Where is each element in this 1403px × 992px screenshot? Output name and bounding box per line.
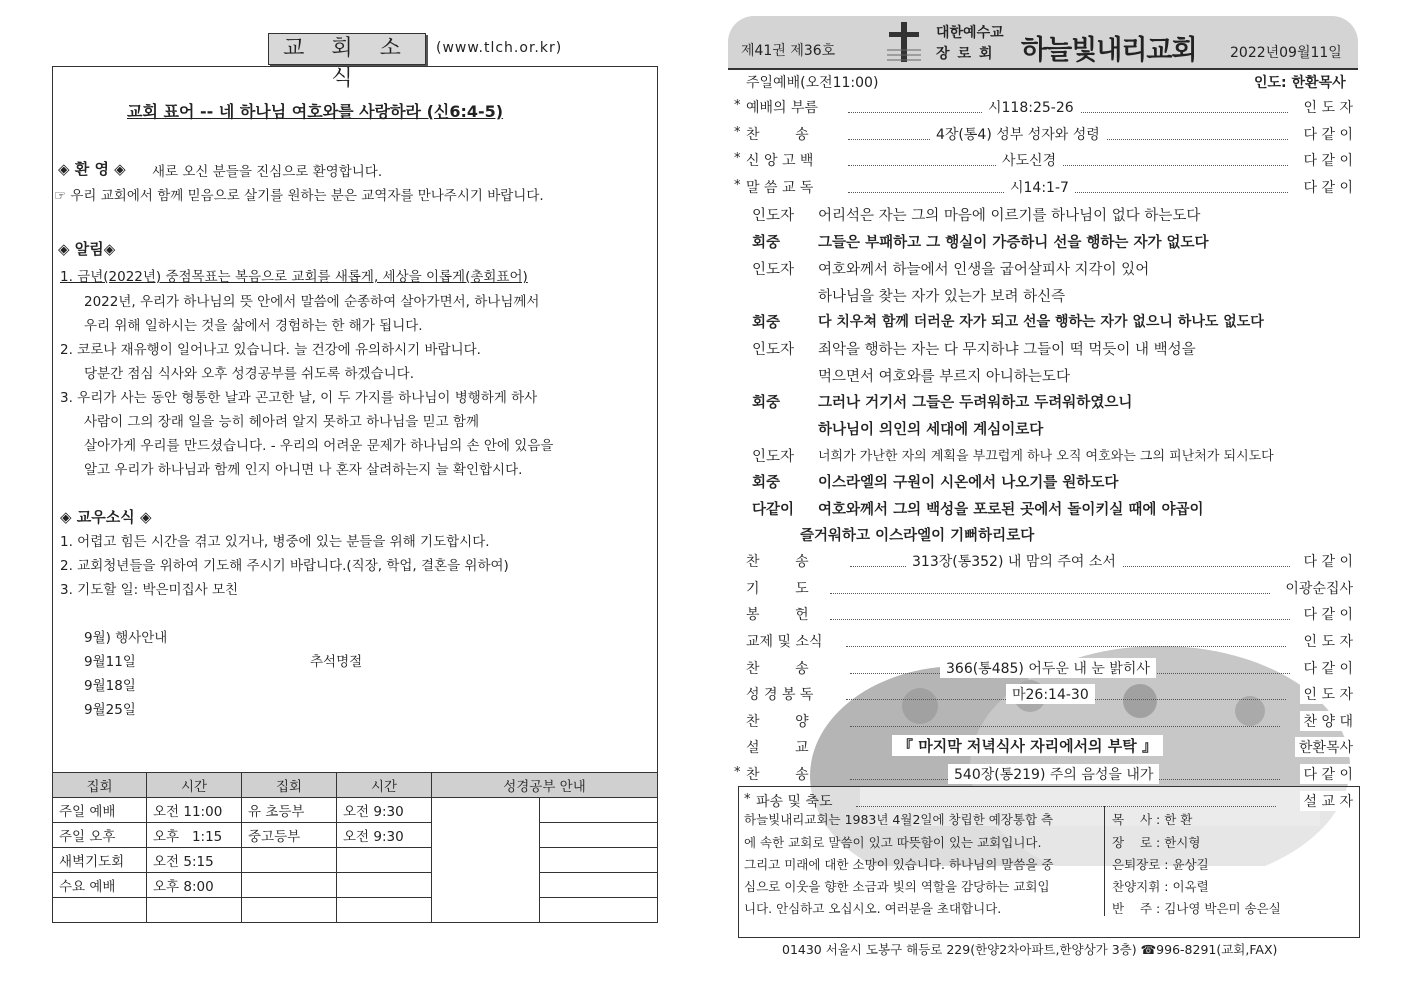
- order-detail: 540장(통219) 주의 음성을 내가: [948, 764, 1159, 784]
- table-cell: 수요 예배: [53, 873, 147, 898]
- order-detail: 시118:25-26: [982, 97, 1080, 117]
- order-label: 찬 송: [746, 127, 809, 143]
- reading-line: 하나님이 의인의 세대에 계심이로다: [818, 422, 1044, 438]
- reading-role: 회중: [752, 475, 781, 491]
- table-cell: [147, 898, 242, 923]
- order-detail: 사도신경: [996, 150, 1062, 170]
- notices-heading: ◈ 알림◈: [58, 240, 116, 258]
- schedule-header: 집회: [242, 773, 337, 798]
- intro-divider: [1104, 806, 1105, 916]
- order-star: *: [744, 792, 751, 807]
- table-row: [53, 823, 658, 848]
- reading-line: 여호와께서 그의 백성을 포로된 곳에서 돌이키실 때에 야곱이: [818, 502, 1204, 518]
- order-label: 성 경 봉 독: [746, 687, 814, 703]
- bible-study-cell: [540, 873, 658, 898]
- reading-role: 회중: [752, 315, 781, 331]
- table-cell: [337, 873, 432, 898]
- news-title: 교 회 소 식: [268, 33, 426, 65]
- order-star: *: [734, 151, 741, 166]
- reading-line: 즐거워하고 이스라엘이 기뻐하리로다: [800, 528, 1035, 544]
- order-label: 교제 및 소식: [746, 634, 823, 650]
- reading-line: 이스라엘의 구원이 시온에서 나오기를 원하도다: [818, 475, 1119, 491]
- notice-line: 당분간 점심 식사와 오후 성경공부를 쉬도록 하겠습니다.: [84, 366, 414, 382]
- table-cell: [337, 848, 432, 873]
- order-label: 설 교: [746, 740, 809, 756]
- table-cell: 오후 8:00: [147, 873, 242, 898]
- reading-line: 다 치우쳐 함께 더러운 자가 되고 선을 행하는 자가 없으니 하나도 없도다: [818, 314, 1264, 330]
- church-motto: 교회 표어 -- 네 하나님 여호와를 사랑하라 (신6:4-5): [127, 102, 504, 121]
- bible-study-cell: [540, 798, 658, 823]
- notice-line: 알고 우리가 하나님과 함께 인지 아니면 나 혼자 살려하는지 늘 확인합시다.: [84, 462, 523, 478]
- denomination-line-2: 장로회: [936, 46, 1001, 62]
- dotted-leader: [848, 165, 1288, 166]
- schedule-header: 시간: [147, 773, 242, 798]
- order-person: 다 같 이: [1300, 604, 1353, 624]
- publication-date: 2022년09월11일: [1230, 45, 1342, 61]
- church-name: 하늘빛내리교회: [1021, 35, 1197, 66]
- dotted-leader: [830, 593, 1270, 594]
- event-date: 9월11일: [84, 654, 136, 670]
- table-cell: [242, 898, 337, 923]
- reading-line: 어리석은 자는 그의 마음에 이르기를 하나님이 없다 하는도다: [818, 208, 1201, 224]
- intro-line: 하늘빛내리교회는 1983년 4월2일에 창립한 예장통합 측: [744, 812, 1054, 827]
- order-label: 찬 송: [746, 661, 809, 677]
- events-heading: 9월) 행사안내: [84, 630, 168, 646]
- staff-news-line: 1. 어렵고 힘든 시간을 겪고 있거나, 병중에 있는 분들을 위해 기도합시다.: [60, 534, 490, 550]
- notice-line: 살아가게 우리를 만드셨습니다. - 우리의 어려운 문제가 하나님의 손 안에 있음을: [84, 438, 554, 454]
- notice-line: 3. 우리가 사는 동안 형통한 날과 곤고한 날, 이 두 가지를 하나님이 병행하게 하사: [60, 390, 538, 406]
- reading-line: 그들은 부패하고 그 행실이 가증하니 선을 행하는 자가 없도다: [818, 235, 1209, 251]
- order-label: 찬 송: [746, 554, 809, 570]
- bible-study-cell: [540, 898, 658, 923]
- bible-study-cell: [540, 823, 658, 848]
- table-cell: [337, 898, 432, 923]
- reading-line: 여호와께서 하늘에서 인생을 굽어살피사 지각이 있어: [818, 262, 1150, 278]
- schedule-header: 시간: [337, 773, 432, 798]
- table-row: [53, 898, 658, 923]
- order-person: 설 교 자: [1300, 791, 1353, 811]
- staff-line: 반 주 : 김나영 박은미 송은실: [1112, 901, 1281, 916]
- church-logo-icon: [883, 20, 925, 64]
- table-cell: 오전 9:30: [337, 823, 432, 848]
- order-person: 이광순집사: [1281, 578, 1353, 598]
- order-label: 신 앙 고 백: [746, 153, 814, 169]
- reading-role: 인도자: [752, 262, 795, 278]
- welcome-heading: ◈ 환 영 ◈: [58, 160, 126, 178]
- order-detail: 366(통485) 어두운 내 눈 밝히사: [940, 658, 1156, 678]
- notice-line: 우리 위해 일하시는 것을 삶에서 경험하는 한 해가 됩니다.: [84, 318, 423, 334]
- staff-line: 목 사 : 한 환: [1112, 812, 1193, 827]
- church-address: 01430 서울시 도봉구 해등로 229(한양2차아파트,한양상가 3층) ☎996-8291(교회,FAX): [782, 942, 1278, 957]
- reading-role: 인도자: [752, 449, 795, 465]
- order-label: 찬 송: [746, 767, 809, 783]
- dotted-leader: [846, 646, 1286, 647]
- order-label: 말 씀 교 독: [746, 180, 814, 196]
- table-cell: 오전 9:30: [337, 798, 432, 823]
- welcome-text: 새로 오신 분들을 진심으로 환영합니다.: [152, 164, 383, 180]
- event-date: 9월25일: [84, 702, 136, 718]
- order-person: 다 같 이: [1300, 124, 1353, 144]
- staff-line: 장 로 : 한시형: [1112, 835, 1201, 850]
- order-person: 인 도 자: [1300, 684, 1353, 704]
- denomination-line-1: 대한예수교: [936, 25, 1004, 41]
- intro-line: 니다. 안심하고 오십시오. 여러분을 초대합니다.: [744, 901, 1002, 916]
- reading-line: 하나님을 찾는 자가 있는가 보려 하신즉: [818, 289, 1066, 305]
- order-person: 다 같 이: [1300, 150, 1353, 170]
- service-leader: 인도: 한환목사: [1254, 75, 1346, 91]
- table-cell: 오후 1:15: [147, 823, 242, 848]
- table-cell: 오전 11:00: [147, 798, 242, 823]
- order-label: 봉 헌: [746, 607, 809, 623]
- table-cell: 새벽기도회: [53, 848, 147, 873]
- order-person: 한환목사: [1295, 737, 1353, 757]
- order-label: 예배의 부름: [746, 100, 819, 116]
- staff-news-line: 3. 기도할 일: 박은미집사 모친: [60, 582, 239, 598]
- schedule-header: 집회: [53, 773, 147, 798]
- notice-line: 2. 코로나 재유행이 일어나고 있습니다. 늘 건강에 유의하시기 바랍니다.: [60, 342, 481, 358]
- schedule-table: [52, 772, 658, 923]
- bible-study-cell: [540, 848, 658, 873]
- order-label: 파송 및 축도: [756, 794, 833, 810]
- table-row: [53, 848, 658, 873]
- service-header: 주일예배(오전11:00): [746, 75, 879, 91]
- table-cell: 주일 예배: [53, 798, 147, 823]
- table-cell: 주일 오후: [53, 823, 147, 848]
- website-url: (www.tlch.or.kr): [436, 40, 563, 56]
- order-detail: 시14:1-7: [1004, 177, 1075, 197]
- table-cell: 중고등부: [242, 823, 337, 848]
- order-person: 다 같 이: [1300, 551, 1353, 571]
- order-person: 인 도 자: [1300, 97, 1353, 117]
- volume-number: 제41권 제36호: [741, 43, 836, 59]
- dotted-leader: [856, 806, 1276, 807]
- staff-news-heading: ◈ 교우소식 ◈: [60, 508, 152, 526]
- sermon-title: 『 마지막 저녁식사 자리에서의 부탁 』: [892, 735, 1163, 756]
- dotted-leader: [850, 726, 1280, 727]
- reading-role: 인도자: [752, 208, 795, 224]
- order-detail: 313장(통352) 내 맘의 주여 소서: [906, 551, 1122, 571]
- order-label: 기 도: [746, 581, 809, 597]
- schedule-header: 성경공부 안내: [432, 773, 658, 798]
- notice-line: 2022년, 우리가 하나님의 뜻 안에서 말씀에 순종하여 살아가면서, 하나님께서: [84, 294, 540, 310]
- order-star: *: [734, 765, 741, 780]
- dotted-leader: [830, 619, 1290, 620]
- table-cell: [242, 873, 337, 898]
- notice-line: 사람이 그의 장래 일을 능히 헤아려 알지 못하고 하나님을 믿고 함께: [84, 414, 480, 430]
- order-person: 인 도 자: [1300, 631, 1353, 651]
- intro-line: 그리고 미래에 대한 소망이 있습니다. 하나님의 말씀을 중: [744, 857, 1054, 872]
- schedule-header-row: [53, 773, 658, 798]
- reading-line: 먹으면서 여호와를 부르지 아니하는도다: [818, 369, 1070, 385]
- table-cell: 유 초등부: [242, 798, 337, 823]
- staff-news-line: 2. 교회청년들을 위하여 기도해 주시기 바랍니다.(직장, 학업, 결혼을 위하여): [60, 558, 509, 574]
- table-cell: [242, 848, 337, 873]
- table-row: [53, 873, 658, 898]
- reading-role: 회중: [752, 395, 781, 411]
- reading-line: 너희가 가난한 자의 계획을 부끄럽게 하나 오직 여호와는 그의 피난처가 되시도다: [818, 449, 1274, 464]
- order-person: 다 같 이: [1300, 764, 1353, 784]
- intro-line: 에 속한 교회로 말씀이 있고 따뜻함이 있는 교회입니다.: [744, 835, 1042, 850]
- table-cell: [53, 898, 147, 923]
- table-cell: 오전 5:15: [147, 848, 242, 873]
- order-detail: 마26:14-30: [1006, 684, 1095, 704]
- order-person: 다 같 이: [1300, 177, 1353, 197]
- staff-line: 찬양지휘 : 이옥렬: [1112, 879, 1209, 894]
- event-date: 9월18일: [84, 678, 136, 694]
- notice-line: 1. 금년(2022년) 중점목표는 복음으로 교회를 새롭게, 세상을 이롭게(총회표어): [60, 269, 528, 285]
- reading-line: 죄악을 행하는 자는 다 무지하냐 그들이 떡 먹듯이 내 백성을: [818, 342, 1196, 358]
- reading-role: 인도자: [752, 342, 795, 358]
- bible-study-cell: [432, 798, 540, 923]
- order-detail: 4장(통4) 성부 성자와 성령: [930, 124, 1106, 144]
- order-person: 다 같 이: [1300, 658, 1353, 678]
- order-star: *: [734, 98, 741, 113]
- intro-line: 심으로 이웃을 향한 소금과 빛의 역할을 감당하는 교회입: [744, 879, 1050, 894]
- reading-role: 회중: [752, 235, 781, 251]
- staff-line: 은퇴장로 : 윤상길: [1112, 857, 1209, 872]
- order-person: 찬 양 대: [1300, 711, 1353, 731]
- order-label: 찬 양: [746, 714, 809, 730]
- order-star: *: [734, 178, 741, 193]
- reading-role: 다같이: [752, 502, 795, 518]
- event-name: 추석명절: [310, 654, 363, 670]
- reading-line: 그러나 거기서 그들은 두려워하고 두려워하였으니: [818, 395, 1133, 411]
- table-row: [53, 798, 658, 823]
- welcome-note: ☞ 우리 교회에서 함께 믿음으로 살기를 원하는 분은 교역자를 만나주시기 바랍니다.: [54, 188, 544, 204]
- order-star: *: [734, 125, 741, 140]
